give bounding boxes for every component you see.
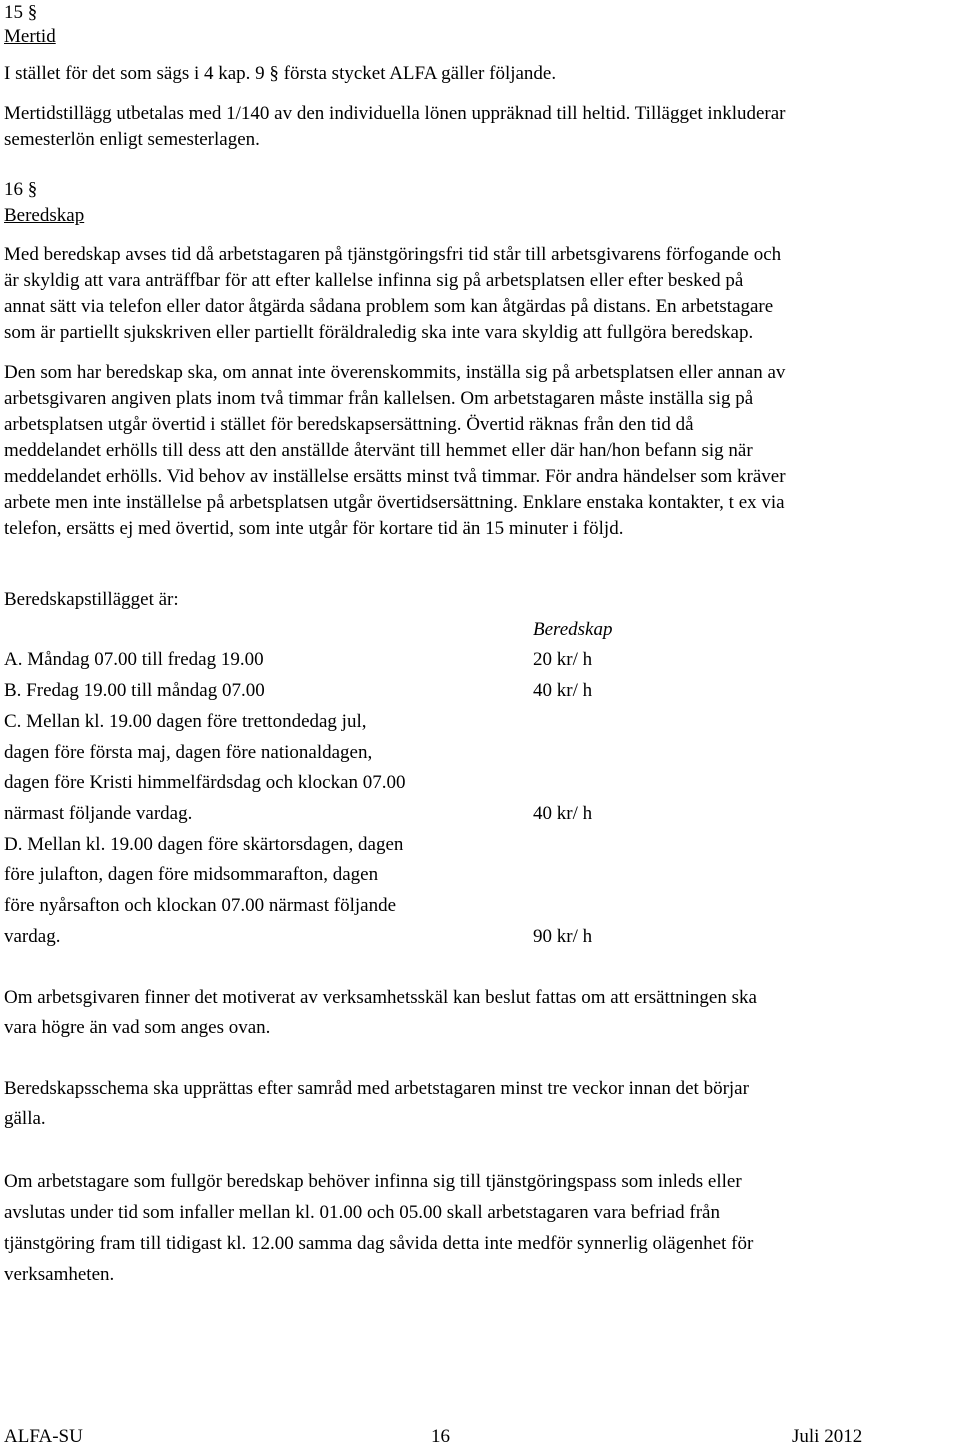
text-line: I stället för det som sägs i 4 kap. 9 § första stycket ALFA gäller följande. [4,63,557,84]
section-heading: Beredskap [4,205,85,226]
text-line: som är partiellt sjukskriven eller partiellt föräldraledig ska inte vara skyldig att fullgöra beredskap. [4,322,754,343]
text-line: semesterlön enligt semesterlagen. [4,129,260,150]
rates-header-row [4,617,704,647]
section-16-para-1 [4,242,956,346]
rate-value: 40 kr/ h [533,803,593,824]
page-number: 16 [431,1426,450,1447]
text-line: Om arbetstagare som fullgör beredskap behöver infinna sig till tjänstgöringspass som inleds eller [4,1171,742,1192]
rates-column-header: Beredskap [533,619,613,640]
section-16-para-3 [4,983,956,1043]
rate-description: D. Mellan kl. 19.00 dagen före skärtorsdagen, dagen [4,834,404,855]
rate-description: C. Mellan kl. 19.00 dagen före trettondedag jul, [4,711,367,732]
rates-intro-text: Beredskapstillägget är: [4,589,179,610]
text-line: meddelandet erhölls till dess att den anställde återvänt till hemmet eller där han/hon befann sig när [4,440,753,461]
rate-value: 20 kr/ h [533,649,593,670]
section-16-para-2 [4,360,956,542]
text-line: verksamheten. [4,1264,115,1285]
rate-row-d-line-3 [4,893,704,923]
section-16 [4,177,956,229]
rates-intro [4,587,956,613]
section-number: 15 § [4,2,38,23]
text-line: tjänstgöring fram till tidigast kl. 12.00 samma dag såvida detta inte medför synnerlig olägenhet för [4,1233,754,1254]
rate-row-c-line-2 [4,740,704,770]
rate-row-a [4,647,704,677]
section-number: 16 § [4,179,38,200]
rate-description: dagen före Kristi himmelfärdsdag och klockan 07.00 [4,772,406,793]
rate-description: vardag. [4,926,61,947]
text-line: gälla. [4,1108,46,1129]
rate-description: före julafton, dagen före midsommarafton, dagen [4,864,379,885]
rate-row-c-line-4 [4,801,704,831]
rate-row-c-line-3 [4,770,704,800]
text-line: Beredskapsschema ska upprättas efter samråd med arbetstagaren minst tre veckor innan det börjar [4,1078,749,1099]
rate-description: dagen före första maj, dagen före nationaldagen, [4,742,373,763]
rate-row-d-line-4 [4,924,704,954]
text-line: avslutas under tid som infaller mellan kl. 01.00 och 05.00 skall arbetstagaren vara befriad från [4,1202,720,1223]
text-line: Den som har beredskap ska, om annat inte överenskommits, inställa sig på arbetsplatsen eller annan av [4,362,786,383]
section-heading: Mertid [4,26,56,47]
section-15-para-1 [4,61,956,87]
section-16-para-4 [4,1074,956,1134]
footer-date: Juli 2012 [792,1426,863,1447]
rate-description: före nyårsafton och klockan 07.00 närmast följande [4,895,397,916]
text-line: är skyldig att vara anträffbar för att efter kallelse infinna sig på arbetsplatsen eller efter besked på [4,270,744,291]
text-line: Om arbetsgivaren finner det motiverat av verksamhetsskäl kan beslut fattas om att ersättningen ska [4,987,757,1008]
text-line: arbetsplatsen utgår övertid i stället för beredskapsersättning. Övertid räknas från den tid då [4,414,694,435]
text-line: Mertidstillägg utbetalas med 1/140 av den individuella lönen uppräknad till heltid. Tillägget inkluderar [4,103,786,124]
text-line: arbetsgivaren angiven plats inom två timmar från kallelsen. Om arbetstagaren måste inställa sig på [4,388,754,409]
text-line: telefon, ersätts ej med övertid, som inte utgår för kortare tid än 15 minuter i följd. [4,518,624,539]
text-line: meddelandet erhölls. Vid behov av inställelse ersätts minst två timmar. För andra händelser som kräver [4,466,786,487]
rate-row-c-line-1 [4,709,704,739]
rate-description: B. Fredag 19.00 till måndag 07.00 [4,680,265,701]
text-line: vara högre än vad som anges ovan. [4,1017,271,1038]
rate-value: 40 kr/ h [533,680,593,701]
rate-row-d-line-2 [4,862,704,892]
section-15-para-2 [4,101,956,153]
rate-value: 90 kr/ h [533,926,593,947]
text-line: annat sätt via telefon eller dator åtgärda sådana problem som kan åtgärdas på distans. En arbetstagare [4,296,774,317]
rate-row-d-line-1 [4,832,704,862]
text-line: Med beredskap avses tid då arbetstagaren på tjänstgöringsfri tid står till arbetsgivarens förfogande och [4,244,782,265]
section-16-para-5 [4,1166,956,1290]
rate-description: närmast följande vardag. [4,803,193,824]
footer-left: ALFA-SU [4,1426,83,1447]
rates-table [4,617,956,957]
text-line: arbete men inte inställelse på arbetsplatsen utgår övertidsersättning. Enklare enstaka kontakter, t ex via [4,492,785,513]
section-15 [4,0,956,47]
rate-description: A. Måndag 07.00 till fredag 19.00 [4,649,264,670]
rate-row-b [4,678,704,708]
page-footer [4,1424,956,1450]
